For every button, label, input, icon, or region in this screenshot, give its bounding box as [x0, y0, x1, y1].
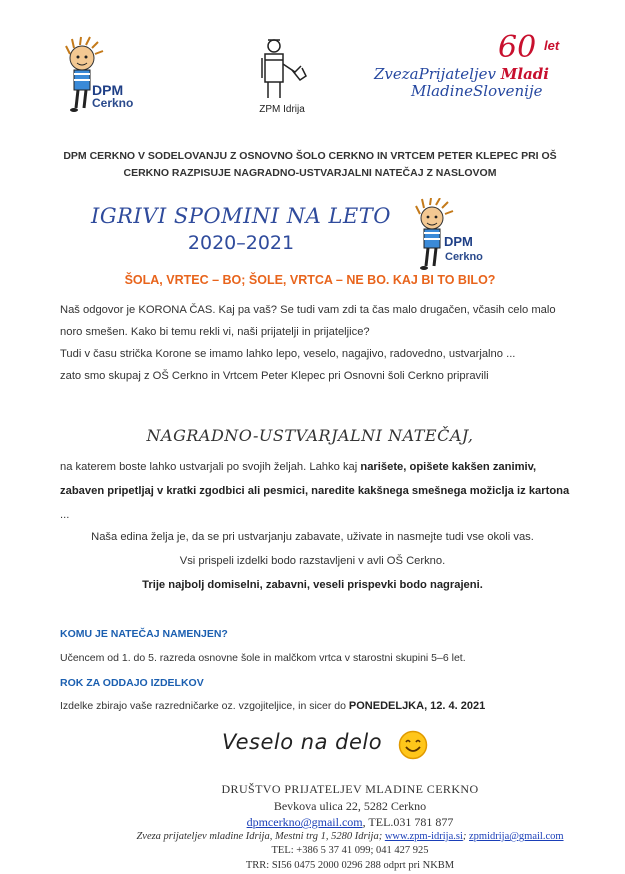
footer-zveza-text: Zveza prijateljev mladine Idrija, Mestni trg 1, 5280 Idrija; [136, 831, 385, 842]
zveza-logo-mladi: Mladi [500, 65, 549, 83]
footer-tel: , TEL.031 781 877 [362, 815, 454, 829]
footer-email2-link[interactable]: zpmidrija@gmail.com [469, 831, 564, 842]
paragraph-1 [60, 299, 580, 387]
boy-mascot-icon [414, 198, 486, 278]
intro-line1: DPM CERKNO V SODELOVANJU Z OSNOVNO ŠOLO CERKNO IN VRTCEM PETER KLEPEC PRI OŠ [63, 150, 557, 162]
subtitle: ŠOLA, VRTEC – BO; ŠOLE, VRTCA – NE BO. KAJ BI TO BILO? [124, 273, 496, 287]
deadline-date: PONEDELJKA, 12. 4. 2021 [348, 700, 486, 712]
paragraph-1-line1: Naš odgovor je KORONA ČAS. Kaj pa vaš? Se tudi vam zdi ta čas malo drugačen, včasih celo malo [60, 304, 556, 316]
section-text-deadline [60, 700, 485, 712]
dpm-small-line1: DPM [444, 234, 473, 249]
section-text-audience: Učencem od 1. do 5. razreda osnovne šole in malčkom vrtca v starostni skupini 5–6 let. [60, 652, 466, 664]
paragraph-2 [60, 455, 580, 527]
footer-email-link[interactable]: dpmcerkno@gmail.com [246, 815, 363, 829]
paragraph-2-part-a: na katerem boste lahko ustvarjali po svojih željah. Lahko kaj [60, 461, 361, 473]
dpm-cerkno-logo-small [414, 198, 486, 278]
footer-web-link[interactable]: www.zpm-idrija.si [384, 831, 463, 842]
paragraph-2-part-d: ... [60, 509, 70, 521]
zveza-prijateljev-mladine-logo [374, 30, 574, 104]
exhibition-text: Vsi prispeli izdelki bodo razstavljeni v avli OŠ Cerkno. [179, 555, 446, 567]
footer-separator: ; [462, 831, 470, 842]
paragraph-2-part-c: zabaven pripetljaj v kratki zgodbici ali pesmici, naredite kakšnega smešnega možiclja iz kartona [60, 485, 570, 497]
let-mark: let [544, 38, 560, 53]
footer-trr: TRR: SI56 0475 2000 0296 288 odprt pri NKBM [245, 860, 455, 871]
zpm-idrija-logo [248, 36, 316, 122]
paragraph-1-line3: Tudi v času strička Korone se imamo lahko lepo, veselo, nagajivo, radovedno, ustvarjalno ... [60, 348, 516, 360]
intro-text [60, 148, 560, 182]
zpm-logo-label: ZPM Idrija [259, 104, 305, 115]
section-heading-deadline: ROK ZA ODDAJO IZDELKOV [60, 677, 204, 689]
natecaj-title: NAGRADNO-USTVARJALNI NATEČAJ, [146, 426, 474, 445]
footer-tel2: TEL: +386 5 37 41 099; 041 427 925 [271, 845, 429, 856]
prize-text: Trije najbolj domiselni, zabavni, veseli prispevki bodo nagrajeni. [142, 579, 483, 591]
paragraph-1-line2: noro smešen. Kako bi temu rekli vi, naši prijatelji in prijateljice? [60, 326, 370, 338]
paragraph-1-line4: zato smo skupaj z OŠ Cerkno in Vrtcem Peter Klepec pri Osnovni šoli Cerkno pripravili [60, 370, 489, 382]
page-title-years: 2020–2021 [187, 232, 295, 254]
footer-org: DRUŠTVO PRIJATELJEV MLADINE CERKNO [221, 782, 479, 796]
dpm-small-line2: Cerkno [445, 251, 483, 263]
closing-text: Veselo na delo [222, 730, 383, 754]
miner-figure-icon [248, 36, 316, 102]
dpm-logo-line2: Cerkno [92, 96, 134, 110]
footer-zveza [100, 831, 600, 842]
page-title: IGRIVI SPOMINI NA LETO [91, 204, 391, 228]
zveza-logo-line1-text: ZvezaPrijateljev [374, 65, 496, 83]
zveza-logo-line2: MladineSlovenije [411, 82, 543, 100]
dpm-cerkno-logo [62, 36, 132, 120]
deadline-text: Izdelke zbirajo vaše razredničarke oz. vzgojiteljice, in sicer do [60, 700, 349, 712]
footer-address: Bevkova ulica 22, 5282 Cerkno [273, 799, 427, 813]
intro-line2: CERKNO RAZPISUJE NAGRADNO-USTVARJALNI NATEČAJ Z NASLOVOM [123, 167, 497, 179]
footer-contact [100, 815, 600, 830]
smiley-icon [398, 730, 428, 760]
paragraph-2-part-b: narišete, opišete kakšen zanimiv, [360, 461, 537, 473]
dpm-logo-text [92, 84, 133, 110]
zveza-logo-line1 [374, 65, 549, 83]
dpm-logo-line1: DPM [92, 82, 124, 98]
section-heading-audience: KOMU JE NATEČAJ NAMENJEN? [60, 628, 228, 640]
sixty-years-mark: 60 [498, 30, 537, 65]
wish-text: Naša edina želja je, da se pri ustvarjanju zabavate, uživate in nasmejte tudi vse okoli vas. [91, 531, 534, 543]
